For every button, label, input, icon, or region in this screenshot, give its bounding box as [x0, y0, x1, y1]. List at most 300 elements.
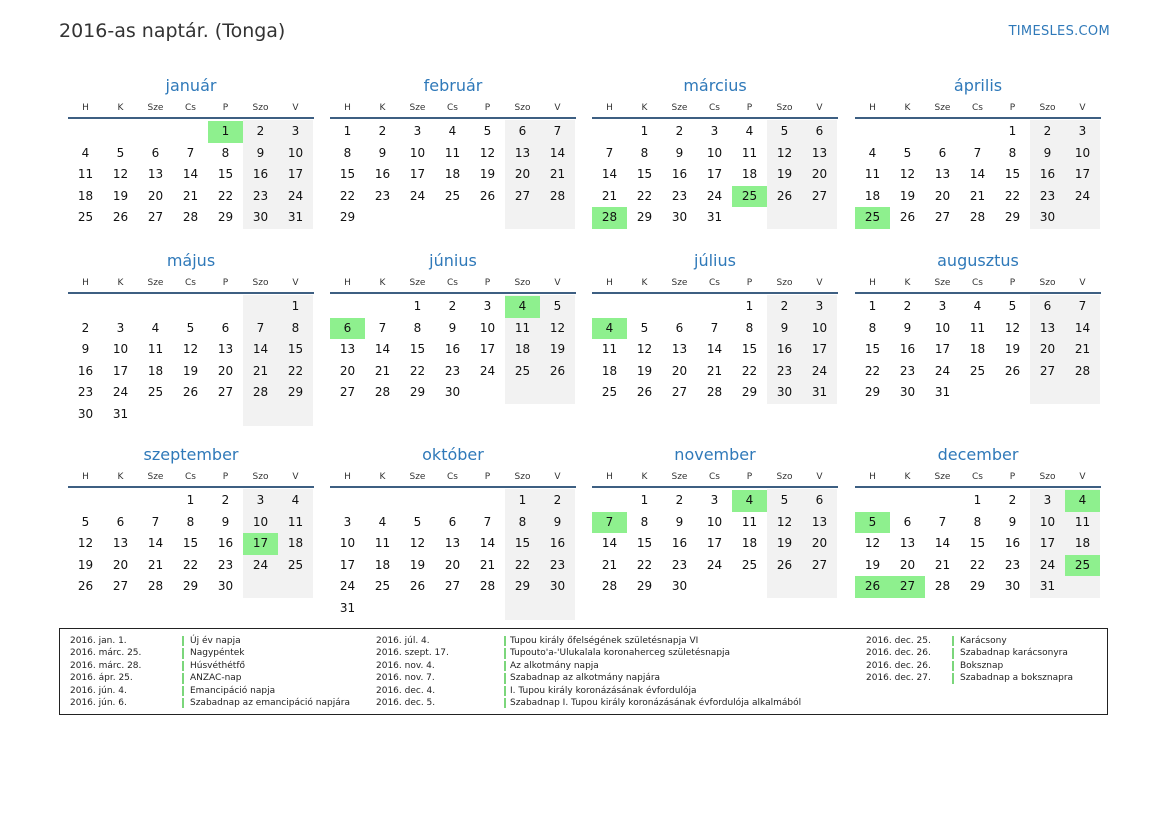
- day-cell: 20: [444, 557, 461, 572]
- day-cell: 10: [112, 342, 129, 357]
- day-cell: 19: [77, 557, 94, 572]
- month-name: március: [683, 76, 747, 95]
- day-cell: 5: [186, 320, 195, 335]
- day-cell: 10: [1074, 145, 1091, 160]
- weekday-header: Szo: [514, 472, 531, 482]
- day-cell: 14: [374, 342, 391, 357]
- holiday-name: Nagypéntek: [190, 648, 245, 659]
- month-name: május: [166, 251, 216, 270]
- day-cell: 26: [409, 579, 426, 594]
- day-cell: 12: [549, 320, 566, 335]
- day-cell: 15: [636, 167, 653, 182]
- month-name: szeptember: [143, 445, 239, 464]
- day-cell: 17: [479, 342, 496, 357]
- weekday-header: P: [1009, 472, 1016, 482]
- day-cell: 9: [256, 145, 265, 160]
- day-cell: 23: [776, 363, 793, 378]
- weekday-header: K: [641, 472, 648, 482]
- day-cell: 28: [1074, 363, 1091, 378]
- day-cell: 30: [217, 579, 234, 594]
- day-cell: 29: [636, 210, 653, 225]
- day-cell: 10: [287, 145, 304, 160]
- day-cell: 22: [287, 363, 304, 378]
- day-cell: 9: [378, 145, 387, 160]
- weekday-header: Szo: [514, 278, 531, 288]
- month-rule: [855, 486, 1101, 488]
- day-cell: 5: [483, 124, 492, 138]
- weekday-header: P: [746, 472, 753, 482]
- day-cell: 7: [256, 320, 265, 335]
- day-cell: 4: [448, 124, 457, 138]
- holiday-date: 2016. márc. 28.: [70, 660, 142, 671]
- day-cell: 9: [448, 320, 457, 335]
- day-cell: 16: [252, 167, 269, 182]
- day-cell: 3: [291, 124, 300, 138]
- day-cell: 24: [1039, 557, 1056, 572]
- day-cell: 6: [938, 145, 947, 160]
- weekday-header: K: [379, 472, 386, 482]
- holiday-marker: [504, 673, 506, 683]
- day-cell: 15: [514, 536, 531, 551]
- weekday-header: Sze: [147, 103, 164, 113]
- day-cell: 26: [776, 557, 793, 572]
- day-cell: 27: [444, 579, 461, 594]
- day-cell: 10: [479, 320, 496, 335]
- weekday-header: P: [484, 472, 491, 482]
- day-cell: 1: [640, 493, 649, 507]
- day-cell: 3: [710, 493, 719, 507]
- month-rule: [68, 292, 314, 294]
- day-cell: 6: [448, 514, 457, 529]
- day-cell: 30: [671, 579, 688, 594]
- weekday-header: H: [82, 278, 89, 288]
- day-cell: 30: [1039, 210, 1056, 225]
- page-title: 2016-as naptár. (Tonga): [59, 20, 286, 42]
- day-cell: 22: [741, 363, 758, 378]
- day-cell: 21: [252, 363, 269, 378]
- day-cell: 7: [553, 124, 562, 138]
- weekday-header: Sze: [409, 103, 426, 113]
- weekday-header: V: [292, 103, 299, 113]
- holiday-marker: [952, 648, 954, 658]
- weekday-header: K: [117, 278, 124, 288]
- weekday-header: K: [379, 103, 386, 113]
- day-cell: 28: [182, 210, 199, 225]
- day-cell: 14: [601, 536, 618, 551]
- holiday-day-cell: 4: [732, 490, 767, 512]
- day-cell: 9: [221, 514, 230, 529]
- holiday-name: Szabadnap az emancipáció napjára: [190, 697, 350, 708]
- weekday-header: Cs: [709, 103, 720, 113]
- holiday-marker: [182, 636, 184, 646]
- day-cell: 2: [903, 299, 912, 313]
- month-block: [855, 444, 1101, 614]
- weekday-header: Szo: [252, 472, 269, 482]
- day-cell: 20: [934, 188, 951, 203]
- day-cell: 24: [1074, 188, 1091, 203]
- holiday-day-cell: 4: [592, 318, 627, 340]
- day-cell: 8: [973, 514, 982, 529]
- day-cell: 2: [378, 124, 387, 138]
- day-cell: 29: [287, 385, 304, 400]
- day-cell: 15: [1004, 167, 1021, 182]
- day-cell: 21: [374, 363, 391, 378]
- day-cell: 29: [182, 579, 199, 594]
- day-cell: 30: [252, 210, 269, 225]
- holiday-name: Emancipáció napja: [190, 685, 276, 696]
- day-cell: 1: [745, 299, 754, 313]
- day-cell: 7: [483, 514, 492, 529]
- day-cell: 31: [1039, 579, 1056, 594]
- day-cell: 12: [899, 167, 916, 182]
- month-name: október: [422, 445, 484, 464]
- day-cell: 30: [776, 385, 793, 400]
- day-cell: 21: [147, 557, 164, 572]
- day-cell: 25: [147, 385, 164, 400]
- day-cell: 10: [339, 536, 356, 551]
- day-cell: 5: [413, 514, 422, 529]
- weekday-header: Cs: [709, 278, 720, 288]
- day-cell: 3: [413, 124, 422, 138]
- day-cell: 18: [1074, 536, 1091, 551]
- day-cell: 21: [934, 557, 951, 572]
- day-cell: 15: [636, 536, 653, 551]
- day-cell: 5: [553, 299, 562, 313]
- day-cell: 31: [811, 385, 828, 400]
- day-cell: 19: [409, 557, 426, 572]
- weekday-header: K: [904, 103, 911, 113]
- day-cell: 21: [706, 363, 723, 378]
- holiday-date: 2016. júl. 4.: [376, 636, 430, 646]
- day-cell: 12: [112, 167, 129, 182]
- day-cell: 2: [780, 299, 789, 313]
- day-cell: 9: [675, 514, 684, 529]
- weekday-header: H: [344, 103, 351, 113]
- weekday-header: V: [1079, 103, 1086, 113]
- day-cell: 16: [77, 363, 94, 378]
- day-cell: 13: [514, 145, 531, 160]
- day-cell: 20: [112, 557, 129, 572]
- day-cell: 12: [864, 536, 881, 551]
- day-cell: 17: [1039, 536, 1056, 551]
- weekday-header: Cs: [185, 472, 196, 482]
- day-cell: 31: [339, 601, 356, 615]
- month-name: július: [694, 251, 736, 270]
- weekday-header: P: [222, 103, 229, 113]
- day-cell: 5: [116, 145, 125, 160]
- day-cell: 20: [339, 363, 356, 378]
- weekday-header: V: [292, 278, 299, 288]
- day-cell: 26: [182, 385, 199, 400]
- month-rule: [592, 486, 838, 488]
- day-cell: 29: [339, 210, 356, 225]
- day-cell: 2: [221, 493, 230, 507]
- day-cell: 21: [182, 188, 199, 203]
- month-name: november: [674, 445, 756, 464]
- day-cell: 14: [1074, 320, 1091, 335]
- day-cell: 25: [287, 557, 304, 572]
- holiday-date: 2016. ápr. 25.: [70, 673, 133, 684]
- day-cell: 10: [706, 514, 723, 529]
- weekday-header: P: [222, 472, 229, 482]
- day-cell: 12: [1004, 320, 1021, 335]
- holiday-day-cell: 27: [890, 576, 925, 598]
- month-rule: [592, 292, 838, 294]
- day-cell: 15: [339, 167, 356, 182]
- weekday-header: K: [641, 103, 648, 113]
- day-cell: 8: [413, 320, 422, 335]
- day-cell: 4: [291, 493, 300, 507]
- weekday-header: Szo: [1039, 278, 1056, 288]
- holiday-day-cell: 25: [1065, 555, 1100, 577]
- day-cell: 8: [518, 514, 527, 529]
- holiday-name: Szabadnap karácsonyra: [960, 648, 1068, 659]
- holiday-name: Tupou király őfelségének születésnapja VI: [510, 636, 699, 646]
- day-cell: 28: [549, 188, 566, 203]
- day-cell: 12: [776, 514, 793, 529]
- day-cell: 30: [444, 385, 461, 400]
- month-rule: [330, 117, 576, 119]
- day-cell: 27: [811, 557, 828, 572]
- holiday-date: 2016. nov. 7.: [376, 673, 435, 684]
- weekday-header: Sze: [671, 278, 688, 288]
- day-cell: 7: [938, 514, 947, 529]
- day-cell: 24: [706, 188, 723, 203]
- day-cell: 2: [256, 124, 265, 138]
- day-cell: 22: [636, 557, 653, 572]
- day-cell: 31: [112, 407, 129, 421]
- weekday-header: V: [816, 472, 823, 482]
- day-cell: 10: [811, 320, 828, 335]
- weekday-header: K: [379, 278, 386, 288]
- weekday-header: Cs: [972, 472, 983, 482]
- day-cell: 28: [601, 579, 618, 594]
- holiday-day-cell: 17: [243, 533, 278, 555]
- day-cell: 18: [444, 167, 461, 182]
- day-cell: 27: [217, 385, 234, 400]
- day-cell: 9: [553, 514, 562, 529]
- day-cell: 9: [903, 320, 912, 335]
- holiday-date: 2016. szept. 17.: [376, 648, 449, 659]
- holiday-name: Szabadnap az alkotmány napjára: [510, 673, 661, 684]
- day-cell: 9: [1043, 145, 1052, 160]
- day-cell: 11: [741, 145, 758, 160]
- holiday-marker: [952, 673, 954, 683]
- weekday-header: Sze: [934, 103, 951, 113]
- day-cell: 4: [868, 145, 877, 160]
- holiday-day-cell: 4: [1065, 490, 1100, 512]
- weekday-header: H: [344, 278, 351, 288]
- day-cell: 23: [374, 188, 391, 203]
- day-cell: 2: [675, 493, 684, 507]
- day-cell: 25: [444, 188, 461, 203]
- weekday-header: Szo: [252, 103, 269, 113]
- weekday-header: H: [869, 278, 876, 288]
- month-rule: [592, 117, 838, 119]
- day-cell: 29: [514, 579, 531, 594]
- day-cell: 16: [374, 167, 391, 182]
- day-cell: 3: [483, 299, 492, 313]
- weekday-header: Sze: [409, 278, 426, 288]
- weekday-header: Cs: [972, 103, 983, 113]
- day-cell: 27: [811, 188, 828, 203]
- holiday-date: 2016. dec. 25.: [866, 636, 931, 646]
- month-block: [855, 250, 1101, 420]
- day-cell: 7: [605, 145, 614, 160]
- day-cell: 28: [706, 385, 723, 400]
- day-cell: 20: [671, 363, 688, 378]
- weekday-header: P: [222, 278, 229, 288]
- day-cell: 11: [77, 167, 94, 182]
- day-cell: 1: [868, 299, 877, 313]
- day-cell: 7: [186, 145, 195, 160]
- day-cell: 11: [444, 145, 461, 160]
- holiday-date: 2016. jún. 4.: [70, 685, 127, 696]
- day-cell: 13: [671, 342, 688, 357]
- day-cell: 17: [409, 167, 426, 182]
- month-block: [855, 75, 1101, 245]
- month-block: [68, 444, 314, 614]
- holiday-name: Új év napja: [190, 636, 241, 646]
- weekday-header: Cs: [185, 278, 196, 288]
- day-cell: 2: [675, 124, 684, 138]
- day-cell: 26: [549, 363, 566, 378]
- day-cell: 4: [973, 299, 982, 313]
- holiday-marker: [504, 636, 506, 646]
- day-cell: 30: [549, 579, 566, 594]
- day-cell: 18: [147, 363, 164, 378]
- day-cell: 14: [182, 167, 199, 182]
- month-name: január: [165, 76, 217, 95]
- day-cell: 19: [479, 167, 496, 182]
- day-cell: 23: [671, 188, 688, 203]
- holiday-marker: [182, 673, 184, 683]
- day-cell: 17: [811, 342, 828, 357]
- day-cell: 7: [973, 145, 982, 160]
- holiday-marker: [504, 698, 506, 708]
- holiday-marker: [182, 648, 184, 658]
- holiday-day-cell: 5: [855, 512, 890, 534]
- day-cell: 15: [182, 536, 199, 551]
- day-cell: 23: [549, 557, 566, 572]
- month-rule: [68, 117, 314, 119]
- month-name: december: [937, 445, 1019, 464]
- day-cell: 23: [899, 363, 916, 378]
- day-cell: 6: [815, 493, 824, 507]
- day-cell: 29: [969, 579, 986, 594]
- day-cell: 19: [776, 167, 793, 182]
- day-cell: 4: [151, 320, 160, 335]
- day-cell: 31: [287, 210, 304, 225]
- holiday-marker: [504, 661, 506, 671]
- weekday-header: Sze: [409, 472, 426, 482]
- day-cell: 18: [374, 557, 391, 572]
- day-cell: 11: [514, 320, 531, 335]
- holiday-legend: [59, 628, 1108, 715]
- day-cell: 14: [934, 536, 951, 551]
- day-cell: 19: [112, 188, 129, 203]
- holiday-name: Boksznap: [960, 660, 1004, 671]
- holiday-day-cell: 26: [855, 576, 890, 598]
- month-block: [330, 444, 576, 614]
- day-cell: 16: [1004, 536, 1021, 551]
- day-cell: 18: [864, 188, 881, 203]
- day-cell: 18: [741, 536, 758, 551]
- weekday-header: P: [746, 103, 753, 113]
- month-block: [330, 250, 576, 420]
- day-cell: 10: [1039, 514, 1056, 529]
- day-cell: 24: [409, 188, 426, 203]
- day-cell: 17: [706, 536, 723, 551]
- day-cell: 11: [741, 514, 758, 529]
- weekday-header: P: [484, 278, 491, 288]
- weekday-header: K: [904, 472, 911, 482]
- weekday-header: K: [117, 103, 124, 113]
- day-cell: 30: [671, 210, 688, 225]
- day-cell: 30: [1004, 579, 1021, 594]
- day-cell: 12: [182, 342, 199, 357]
- holiday-day-cell: 4: [505, 296, 540, 318]
- day-cell: 16: [444, 342, 461, 357]
- day-cell: 13: [217, 342, 234, 357]
- day-cell: 16: [671, 167, 688, 182]
- day-cell: 21: [969, 188, 986, 203]
- weekday-header: Sze: [934, 472, 951, 482]
- day-cell: 10: [252, 514, 269, 529]
- weekday-header: H: [869, 472, 876, 482]
- day-cell: 14: [252, 342, 269, 357]
- holiday-date: 2016. nov. 4.: [376, 660, 435, 671]
- day-cell: 29: [636, 579, 653, 594]
- day-cell: 26: [112, 210, 129, 225]
- holiday-name: Szabadnap a boksznapra: [960, 673, 1074, 684]
- weekday-header: Szo: [1039, 472, 1056, 482]
- weekday-header: V: [554, 278, 561, 288]
- holiday-date: 2016. dec. 27.: [866, 673, 931, 684]
- holiday-marker: [504, 686, 506, 696]
- day-cell: 5: [1008, 299, 1017, 313]
- weekday-header: Sze: [671, 103, 688, 113]
- day-cell: 29: [864, 385, 881, 400]
- weekday-header: V: [292, 472, 299, 482]
- day-cell: 23: [444, 363, 461, 378]
- weekday-header: Szo: [252, 278, 269, 288]
- day-cell: 26: [77, 579, 94, 594]
- day-cell: 26: [1004, 363, 1021, 378]
- holiday-day-cell: 7: [592, 512, 627, 534]
- day-cell: 8: [745, 320, 754, 335]
- weekday-header: Sze: [671, 472, 688, 482]
- day-cell: 19: [864, 557, 881, 572]
- day-cell: 11: [601, 342, 618, 357]
- weekday-header: P: [1009, 103, 1016, 113]
- site-link[interactable]: TIMESLES.COM: [1008, 24, 1110, 39]
- day-cell: 2: [448, 299, 457, 313]
- day-cell: 15: [409, 342, 426, 357]
- day-cell: 5: [780, 493, 789, 507]
- day-cell: 21: [1074, 342, 1091, 357]
- day-cell: 19: [549, 342, 566, 357]
- day-cell: 18: [287, 536, 304, 551]
- holiday-date: 2016. jan. 1.: [70, 636, 127, 646]
- day-cell: 3: [815, 299, 824, 313]
- day-cell: 6: [815, 124, 824, 138]
- day-cell: 21: [549, 167, 566, 182]
- day-cell: 22: [969, 557, 986, 572]
- day-cell: 21: [601, 557, 618, 572]
- day-cell: 8: [343, 145, 352, 160]
- holiday-marker: [182, 686, 184, 696]
